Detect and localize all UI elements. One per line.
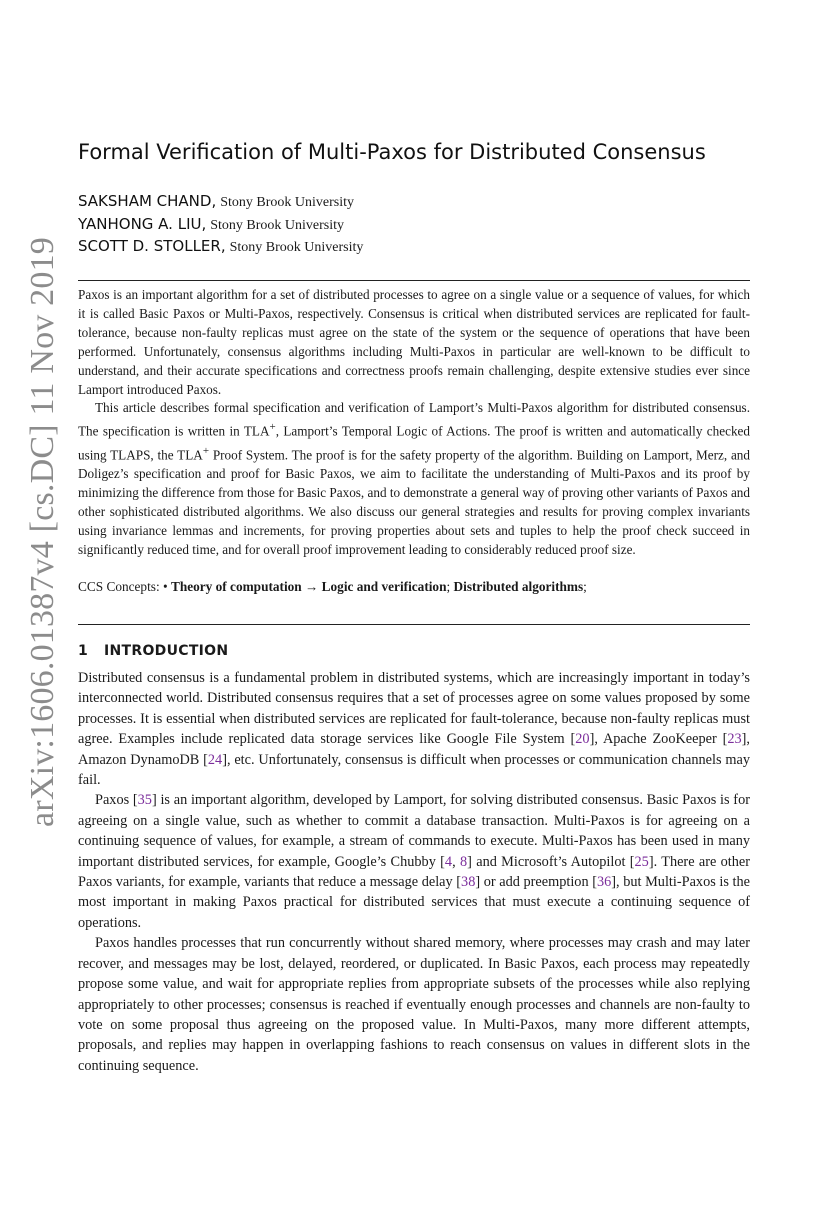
divider-bottom [78,624,750,625]
intro-paragraph-2: Paxos [35] is an important algorithm, developed by Lamport, for solving distributed consensus. Basic Paxos is for agreeing on a single value, such as whether to commit a database transaction. Multi-Paxos is for agreeing on a continuing sequence of values, for example, a stream of commands to execute. Multi-Paxos has been used in many important distributed services, for example, Google’s Chubby [4, 8] and Microsoft’s Autopilot [25]. There are other Paxos variants, for example, variants that reduce a message delay [38] or add preemption [36], but Multi-Paxos is the most important in making Paxos practical for distributed services that must execute a continuing sequence of operations. [78,792,751,931]
section-number: 1 [78,643,89,659]
abstract-paragraph-2: This article describes formal specification and verification of Lamport’s Multi-Paxos algorithm for distributed consensus. The specification is written in TLA+, Lamport’s Temporal Logic of Actions. The proof is written and automatically checked using TLAPS, the TLA+ Proof System. The proof is for the safety property of the algorithm. Building on Lamport, Merz, and Doligez’s specification and proof for Basic Paxos, we aim to facilitate the understanding of Multi-Paxos and its proof by minimizing the difference from those for Basic Paxos, and to demonstrate a general way of proving other variants of Paxos and other sophisticated distributed algorithms. We also discuss our general strategies and results for proving complex invariants using invariance lemmas and increments, for proving properties about sets and tuples to help the proof check succeed in significantly reduced time, and for overall proof improvement leading to considerably reduced proof size. [78,400,750,557]
abstract-paragraph-1: Paxos is an important algorithm for a set of distributed processes to agree on a single value or a sequence of values, for which it is called Basic Paxos or Multi-Paxos, respectively. Consensus is critical when distributed services are replicated for fault-tolerance, because non-faulty replicas must agree on the state of the system or the sequence of operations that have been performed. Unfortunately, consensus algorithms including Multi-Paxos in particular are well-known to be difficult to understand, and their accurate specifications and correctness proofs remain challenging, despite extensive studies ever since Lamport introduced Paxos. [78,287,750,397]
paper-title: Formal Verification of Multi-Paxos for Distributed Consensus [78,140,706,164]
author-list [78,190,363,258]
author-name: SCOTT D. STOLLER, [78,237,226,255]
citation-link[interactable]: 23 [727,731,742,748]
ccs-concepts: CCS Concepts: • Theory of computation → Logic and verification; Distributed algorithms; [78,579,587,594]
citation-link[interactable]: 20 [575,731,590,748]
citation-link[interactable]: 4 [444,853,453,870]
citation-link[interactable]: 38 [461,874,476,891]
citation-link[interactable]: 36 [596,874,612,891]
intro-paragraph-1: Distributed consensus is a fundamental problem in distributed systems, which are increasingly important in today’s interconnected world. Distributed consensus requires that a set of processes agree on some values proposed by some processes. It is essential when distributed services are replicated for fault-tolerance, because non-faulty replicas must agree. Examples include replicated data storage services like Google File System [20], Apache ZooKeeper [23], Amazon DynamoDB [24], etc. Unfortunately, consensus is difficult when processes or communication channels may fail. [78,670,750,789]
divider-top [78,280,750,281]
citation-link[interactable]: 35 [137,792,152,809]
citation-link[interactable]: 25 [634,853,649,870]
citation-link[interactable]: 8 [459,853,468,870]
ccs-concept-1: Theory of computation → Logic and verification [170,579,447,594]
author-affiliation: Stony Brook University [229,240,364,255]
ccs-concept-2: Distributed algorithms [453,579,584,594]
author-3 [78,235,363,258]
arxiv-stamp [22,232,64,832]
abstract [78,286,750,559]
author-affiliation: Stony Brook University [220,195,355,210]
author-1 [78,190,363,213]
section-heading [78,643,228,659]
introduction-body [78,668,750,1076]
section-title: INTRODUCTION [104,643,229,659]
citation-link[interactable]: 24 [207,751,223,768]
author-name: YANHONG A. LIU, [78,214,207,233]
author-name: SAKSHAM CHAND, [78,192,217,210]
author-affiliation: Stony Brook University [210,217,345,233]
author-2 [78,213,363,236]
arxiv-stamp-text: arXiv:1606.01387v4 [cs.DC] 11 Nov 2019 [24,237,62,827]
intro-paragraph-3: Paxos handles processes that run concurrently without shared memory, where processes may crash and may later recover, and messages may be lost, delayed, reordered, or duplicated. In Basic Paxos, each process may repeatedly propose some value, and wait for appropriate replies from appropriate subsets of the processes while also replying appropriately to other processes; consensus is reached if eventually enough processes and channels are non-faulty to vote on some proposal thus agreeing on the proposed value. In Multi-Paxos, many more different attempts, proposals, and replies may happen in overlapping fashions to reach consensus on values in different slots in the continuing sequence. [78,935,750,1074]
